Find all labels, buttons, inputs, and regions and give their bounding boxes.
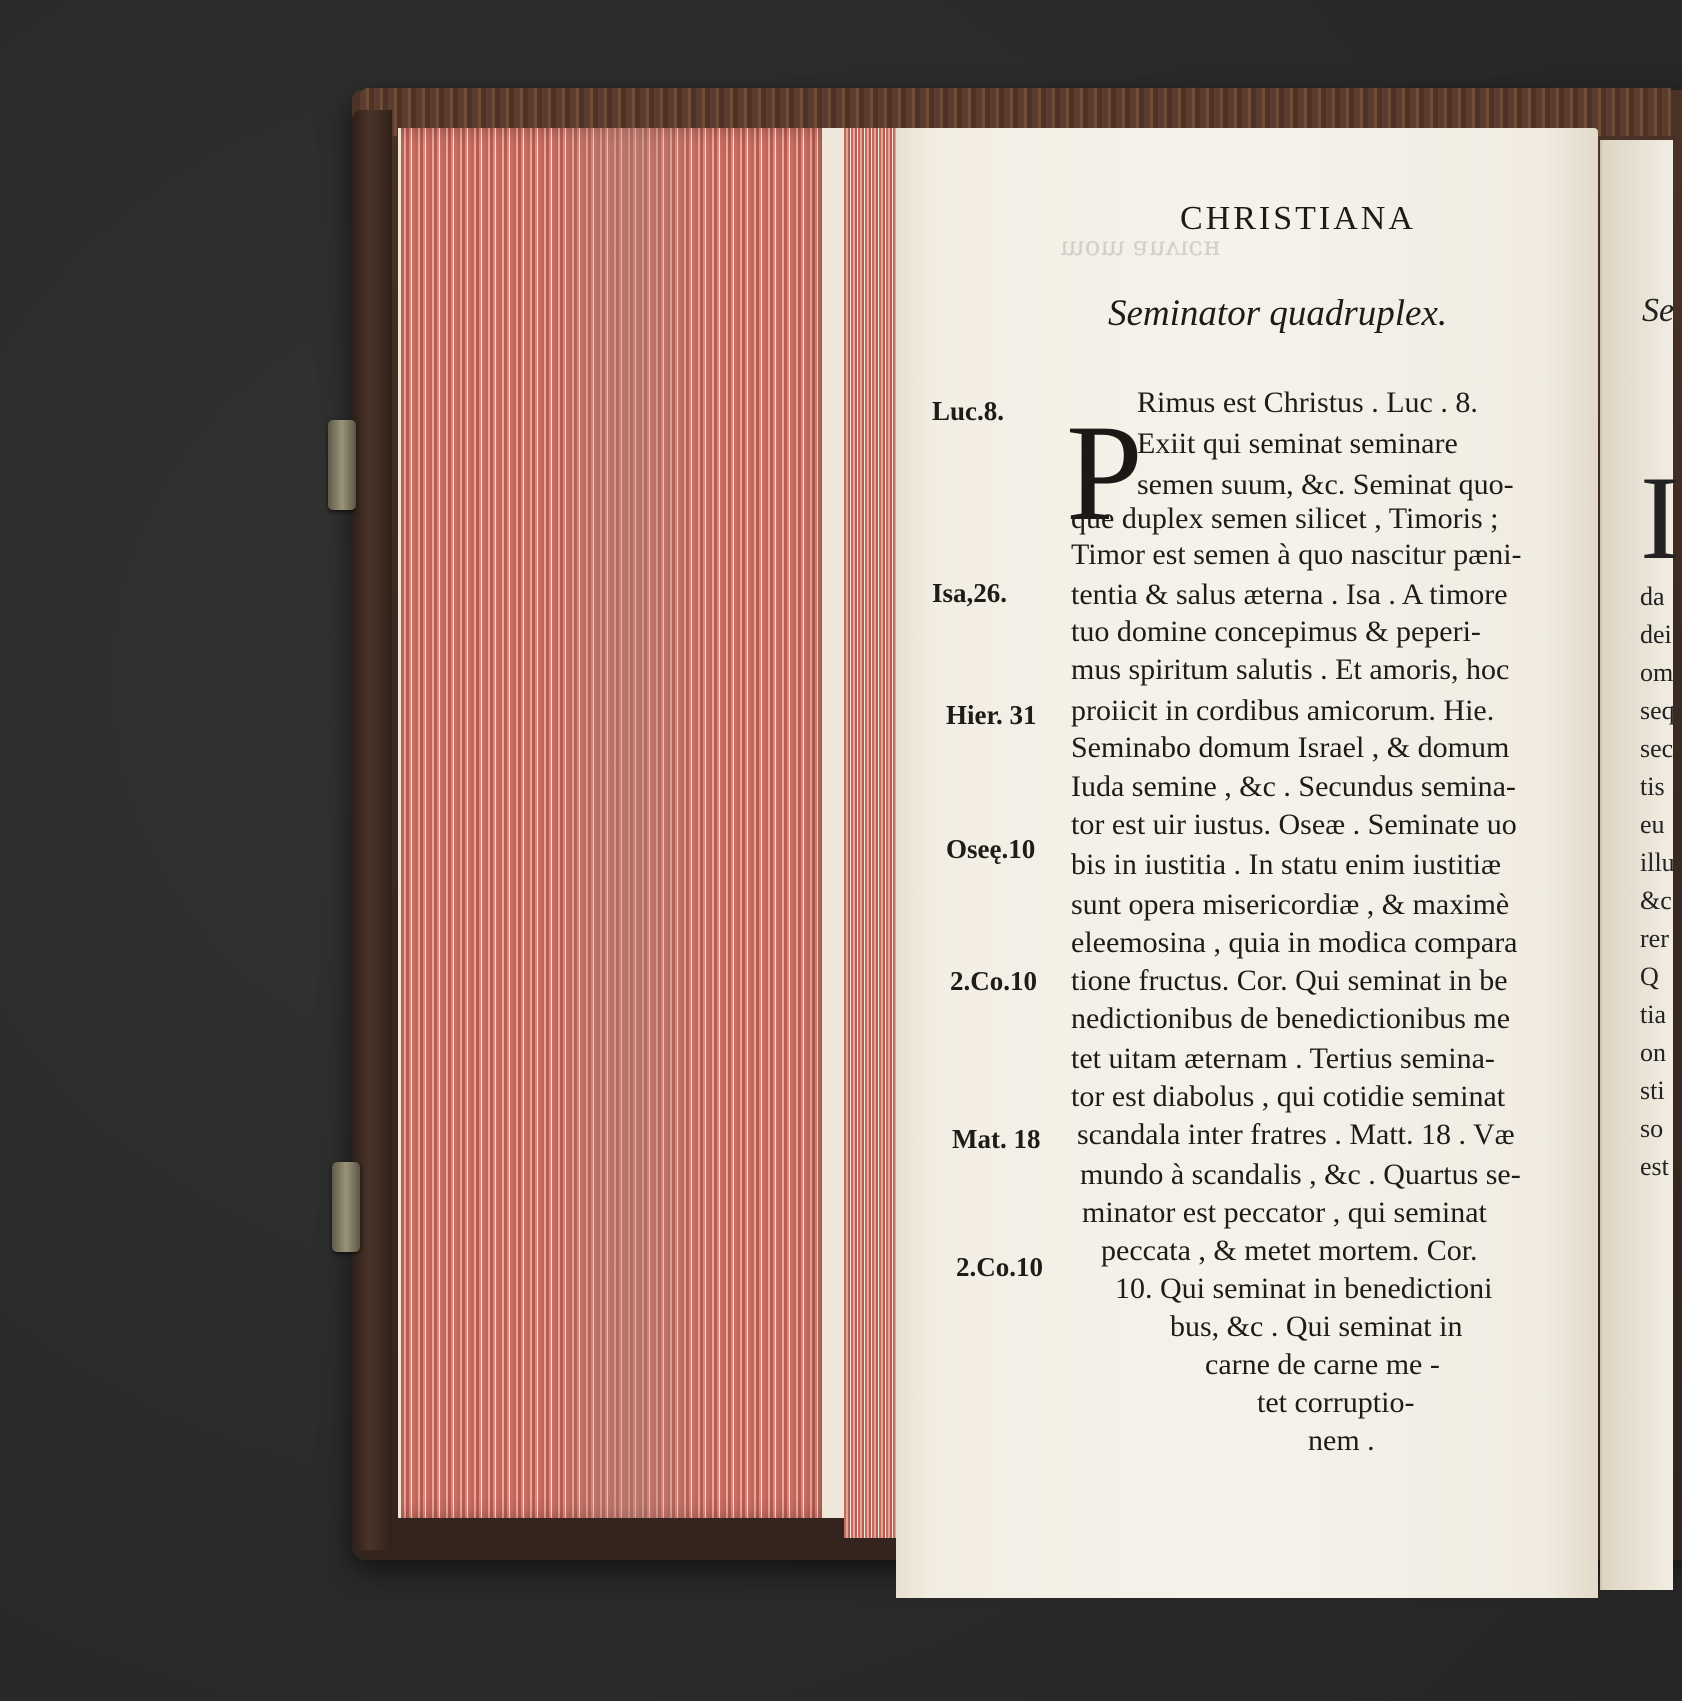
book-spine-edge bbox=[352, 110, 392, 1550]
facing-page-fragment: sti bbox=[1640, 1076, 1665, 1105]
text-line: tentia & salus æterna . Isa . A timore bbox=[1071, 578, 1508, 611]
facing-page-fragment: Q bbox=[1640, 962, 1659, 991]
margin-reference: 2.Co.10 bbox=[950, 966, 1037, 996]
margin-reference: Luc.8. bbox=[932, 396, 1005, 426]
margin-reference: Oseę.10 bbox=[946, 834, 1036, 864]
text-line: nem . bbox=[1308, 1424, 1375, 1457]
facing-page-fragment: seq bbox=[1640, 696, 1675, 725]
facing-page-fragment: on bbox=[1640, 1038, 1666, 1067]
facing-page-fragment: tia bbox=[1640, 1000, 1666, 1029]
text-line: 10. Qui seminat in benedictioni bbox=[1115, 1272, 1493, 1305]
facing-page-fragment: so bbox=[1640, 1114, 1664, 1143]
facing-page-fragment: sec bbox=[1640, 734, 1674, 763]
text-line: bis in iustitia . In statu enim iustitiæ bbox=[1071, 848, 1502, 881]
text-line: scandala inter fratres . Matt. 18 . Væ bbox=[1077, 1118, 1515, 1151]
text-line: Iuda semine , &c . Secundus semina- bbox=[1071, 770, 1516, 803]
drop-cap: P bbox=[1066, 396, 1143, 549]
section-title: Seminator quadruplex. bbox=[1108, 293, 1448, 334]
margin-reference: 2.Co.10 bbox=[956, 1252, 1043, 1282]
text-line: eleemosina , quia in modica compara bbox=[1071, 926, 1518, 959]
red-page-edges bbox=[398, 128, 831, 1518]
text-line: semen suum, &c. Seminat quo- bbox=[1137, 468, 1514, 501]
text-line: proiicit in cordibus amicorum. Hie. bbox=[1071, 694, 1495, 727]
text-line: carne de carne me - bbox=[1205, 1348, 1440, 1381]
page-stack-edges bbox=[844, 128, 896, 1538]
text-line: tet corruptio- bbox=[1257, 1386, 1415, 1419]
running-head: CHRISTIANA bbox=[1180, 200, 1416, 237]
text-line: nedictionibus de benedictionibus me bbox=[1071, 1002, 1511, 1035]
page-gutter bbox=[822, 128, 844, 1518]
text-line: peccata , & metet mortem. Cor. bbox=[1101, 1234, 1478, 1267]
facing-page-fragment: da bbox=[1640, 582, 1665, 611]
facing-page-fragment: rer bbox=[1640, 924, 1669, 953]
facing-page-fragment: Se bbox=[1642, 292, 1675, 329]
margin-reference: Isa,26. bbox=[932, 578, 1008, 608]
facing-page-fragment: tis bbox=[1640, 772, 1665, 801]
facing-page-fragment: &c bbox=[1640, 886, 1672, 915]
clasp-bottom bbox=[332, 1162, 360, 1252]
text-line: mundo à scandalis , &c . Quartus se- bbox=[1080, 1158, 1521, 1191]
facing-page-fragment: om bbox=[1640, 658, 1674, 687]
facing-page-fragment: illu bbox=[1640, 848, 1675, 877]
text-line: Exiit qui seminat seminare bbox=[1137, 427, 1458, 460]
text-line: que duplex semen silicet , Timoris ; bbox=[1071, 502, 1499, 535]
text-line: tor est diabolus , qui cotidie seminat bbox=[1071, 1080, 1506, 1113]
clasp-top bbox=[328, 420, 356, 510]
text-line: tione fructus. Cor. Qui seminat in be bbox=[1071, 964, 1508, 997]
text-line: mus spiritum salutis . Et amoris, hoc bbox=[1071, 653, 1510, 686]
text-line: Timor est semen à quo nascitur pæni- bbox=[1071, 538, 1522, 571]
facing-page-fragment: est bbox=[1640, 1152, 1669, 1181]
show-through-text: ʜɔıʌuɐ ɯoɯ bbox=[1060, 232, 1221, 262]
text-line: tuo domine concepimus & peperi- bbox=[1071, 615, 1481, 648]
text-line: Rimus est Christus . Luc . 8. bbox=[1137, 386, 1478, 419]
facing-page-fragment: eu bbox=[1640, 810, 1665, 839]
margin-reference: Mat. 18 bbox=[952, 1124, 1041, 1154]
text-line: tet uitam æternam . Tertius semina- bbox=[1071, 1042, 1495, 1075]
text-line: sunt opera misericordiæ , & maximè bbox=[1071, 888, 1510, 921]
text-line: tor est uir iustus. Oseæ . Seminate uo bbox=[1071, 808, 1517, 841]
text-line: minator est peccator , qui seminat bbox=[1082, 1196, 1487, 1229]
margin-reference: Hier. 31 bbox=[946, 700, 1037, 730]
text-line: bus, &c . Qui seminat in bbox=[1170, 1310, 1463, 1343]
facing-page-fragment: dei bbox=[1640, 620, 1672, 649]
text-line: Seminabo domum Israel , & domum bbox=[1071, 731, 1510, 764]
facing-page-fragment: I bbox=[1640, 451, 1680, 584]
